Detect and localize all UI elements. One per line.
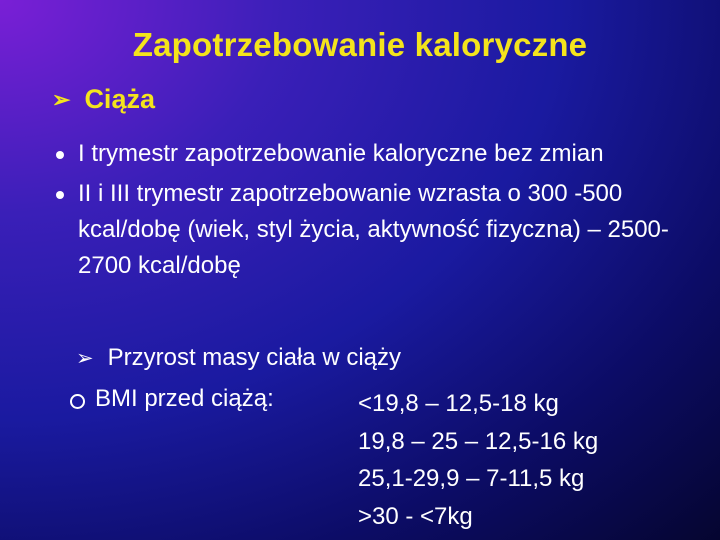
bullet-dot-icon [56,191,64,199]
bullet-text: II i III trymestr zapotrzebowanie wzrasta o 300 -500 kcal/dobę (wiek, styl życia, aktywność fizyczna) – 2500-2700 kcal/dobę [78,180,669,279]
subtitle-text: Ciąża [84,84,155,114]
bmi-range: <19,8 – 12,5-18 kg [358,390,559,417]
bmi-values [358,385,598,535]
circle-icon [70,394,85,409]
bmi-range: 25,1-29,9 – 7-11,5 kg [358,465,585,492]
bmi-range: >30 - <7kg [358,502,473,530]
bullet-item [56,176,696,284]
bullet-item [56,136,696,172]
bullet-list [56,136,696,288]
section-heading-text: Przyrost masy ciała w ciąży [107,344,401,371]
arrow-icon: ➢ [76,346,94,370]
bullet-text: I trymestr zapotrzebowanie kaloryczne bez zmian [78,140,604,167]
slide-title: Zapotrzebowanie kaloryczne [132,26,588,63]
bullet-dot-icon [56,151,64,159]
bmi-range: 19,8 – 25 – 12,5-16 kg [358,427,599,455]
section-heading [76,344,401,372]
bmi-label-text: BMI przed ciążą: [95,385,274,412]
subtitle [52,84,155,115]
bmi-label [70,385,274,413]
arrow-icon: ➢ [52,86,71,112]
